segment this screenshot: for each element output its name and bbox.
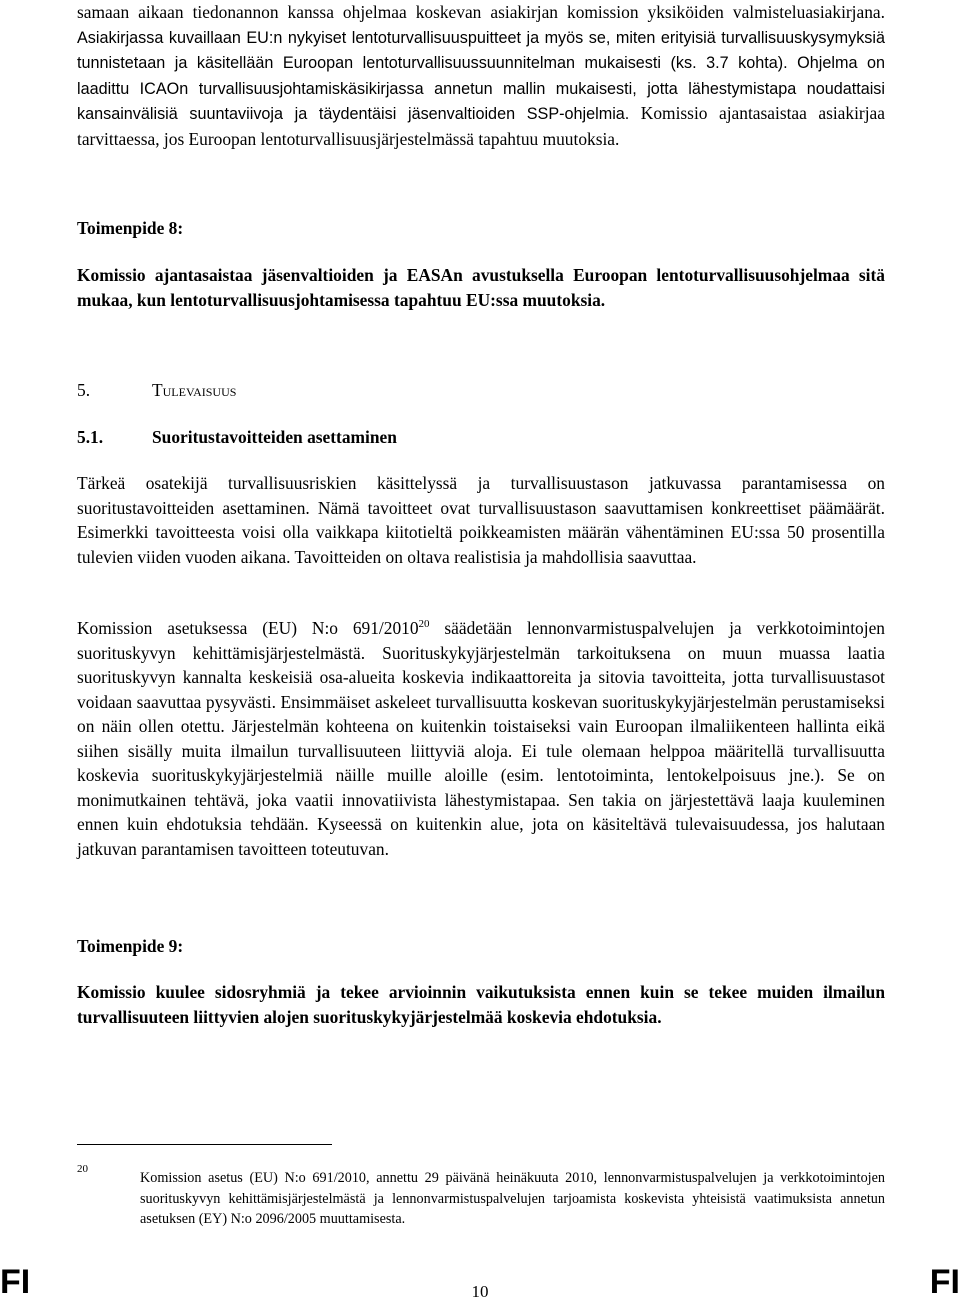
measure-8-text: Komissio ajantasaistaa jäsenvaltioiden ja EASAn avustuksella Euroopan lentoturvallisuusohjelmaa sitä mukaa, kun lentoturvallisuusjohtamisessa tapahtuu EU:ssa muutoksia. [77,265,885,310]
footnote-separator [77,1144,332,1145]
footnote-text: Komission asetus (EU) N:o 691/2010, annettu 29 päivänä heinäkuuta 2010, lennonvarmistuspalvelujen ja verkkotoimintojen suorituskyvyn kehittämisjärjestelmästä ja lennonvarmistuspalvelujen tarjoamista koskevista yhteisistä vaatimuksista annetun asetuksen (EY) N:o 2096/2005 muuttamisesta. [140,1170,885,1227]
section-5-heading [77,378,236,402]
page-number: 10 [471,1282,489,1301]
footnote-number: 20 [77,1163,88,1175]
section-5-1-heading [77,425,397,449]
section-number: 5. [77,380,91,400]
intro-text-end: Komissio ajantasaistaa asiakirjaa tarvittaessa, jos Euroopan lentoturvallisuusjärjestelmässä tapahtuu muutoksia. [77,103,885,149]
regulation-paragraph: Komission asetuksessa (EU) N:o 691/2010$^{20}$ säädetään lennonvarmistuspalvelujen ja verkkotoimintojen suorituskyvyn kehittämisjärjestelmästä. Suorituskykyjärjestelmän tarkoituksena on muun muassa laatia suorituskyvyn kannalta keskeisiä osa-alueita koskevia indikaattoreita ja sitovia tavoitteita, jotta turvallisuustasot voidaan saavuttaa pysyvästi. Ensimmäiset askeleet turvallisuutta koskevan suorituskykyjärjestelmän perustamiseksi on näin ollen otettu. Järjestelmän kohteena on kuitenkin toistaiseksi vain Euroopan ilmaliikenteen hallinta eikä siihen sisälly muita ilmailun turvallisuuteen liittyviä aloja. Ei tule olemaan helppoa määritellä turvallisuutta koskevia suorituskykyjärjestelmiä näille muille aloille (esim. lentotoiminta, lentokelpoisuus jne.). Se on monimutkainen tehtävä, joka vaatii innovatiivista lähestymistapaa. Sen takia on järjestettävä laaja kuuleminen ennen kuin ehdotuksia tehdään. Kyseessä on kuitenkin alue, jota on käsiteltävä tulevaisuudessa, jos halutaan jatkuvan parantamisen tavoitteen toteutuvan. [77,618,885,859]
intro-text-sans: Asiakirjassa kuvaillaan EU:n nykyiset lentoturvallisuuspuitteet ja myös se, miten erityisiä turvallisuuskysymyksiä tunnistetaan ja käsitellään Euroopan lentoturvallisuussuunnitelman mukaisesti (ks. 3.7 kohta). Ohjelma on laadittu ICAOn turvallisuusjohtamiskäsikirjassa annetun mallin mukaisesti, jotta lähestymistapa noudattaisi kansainvälisiä suuntaviivoja ja täydentäisi jäsenvaltioiden SSP-ohjelmia. [77,28,885,123]
measure-9-text: Komissio kuulee sidosryhmiä ja tekee arvioinnin vaikutuksista ennen kuin se tekee muiden ilmailun turvallisuuteen liittyvien alojen suorituskykyjärjestelmää koskevia ehdotuksia. [77,982,885,1027]
language-code-right: FI [929,1263,960,1301]
intro-paragraph [77,0,885,151]
intro-text-serif: samaan aikaan tiedonannon kanssa ohjelmaa koskevan asiakirjan komission yksiköiden valmisteluasiakirjana. [77,2,885,22]
language-code-left: FI [0,1263,31,1301]
section-title: Suoritustavoitteiden asettaminen [152,427,397,447]
footnote-reference[interactable]: 20 [418,618,430,630]
measure-9-title: Toimenpide 9: [77,936,184,956]
section-number: 5.1. [77,427,104,447]
section-title: Tulevaisuus [152,380,237,400]
targets-paragraph: Tärkeä osatekijä turvallisuusriskien käsittelyssä ja turvallisuustason jatkuvassa parantamisessa on suoritustavoitteiden asettaminen. Nämä tavoitteet ovat turvallisuustason saavuttamisen konkreettiset päämäärät. Esimerkki tavoitteesta voisi olla vaikkapa kiitotieltä poikkeamisten määrän vähentäminen EU:ssa 50 prosentilla tulevien viiden vuoden aikana. Tavoitteiden on oltava realistisia ja mahdollisia saavuttaa. [77,473,885,567]
measure-8-title: Toimenpide 8: [77,218,184,238]
